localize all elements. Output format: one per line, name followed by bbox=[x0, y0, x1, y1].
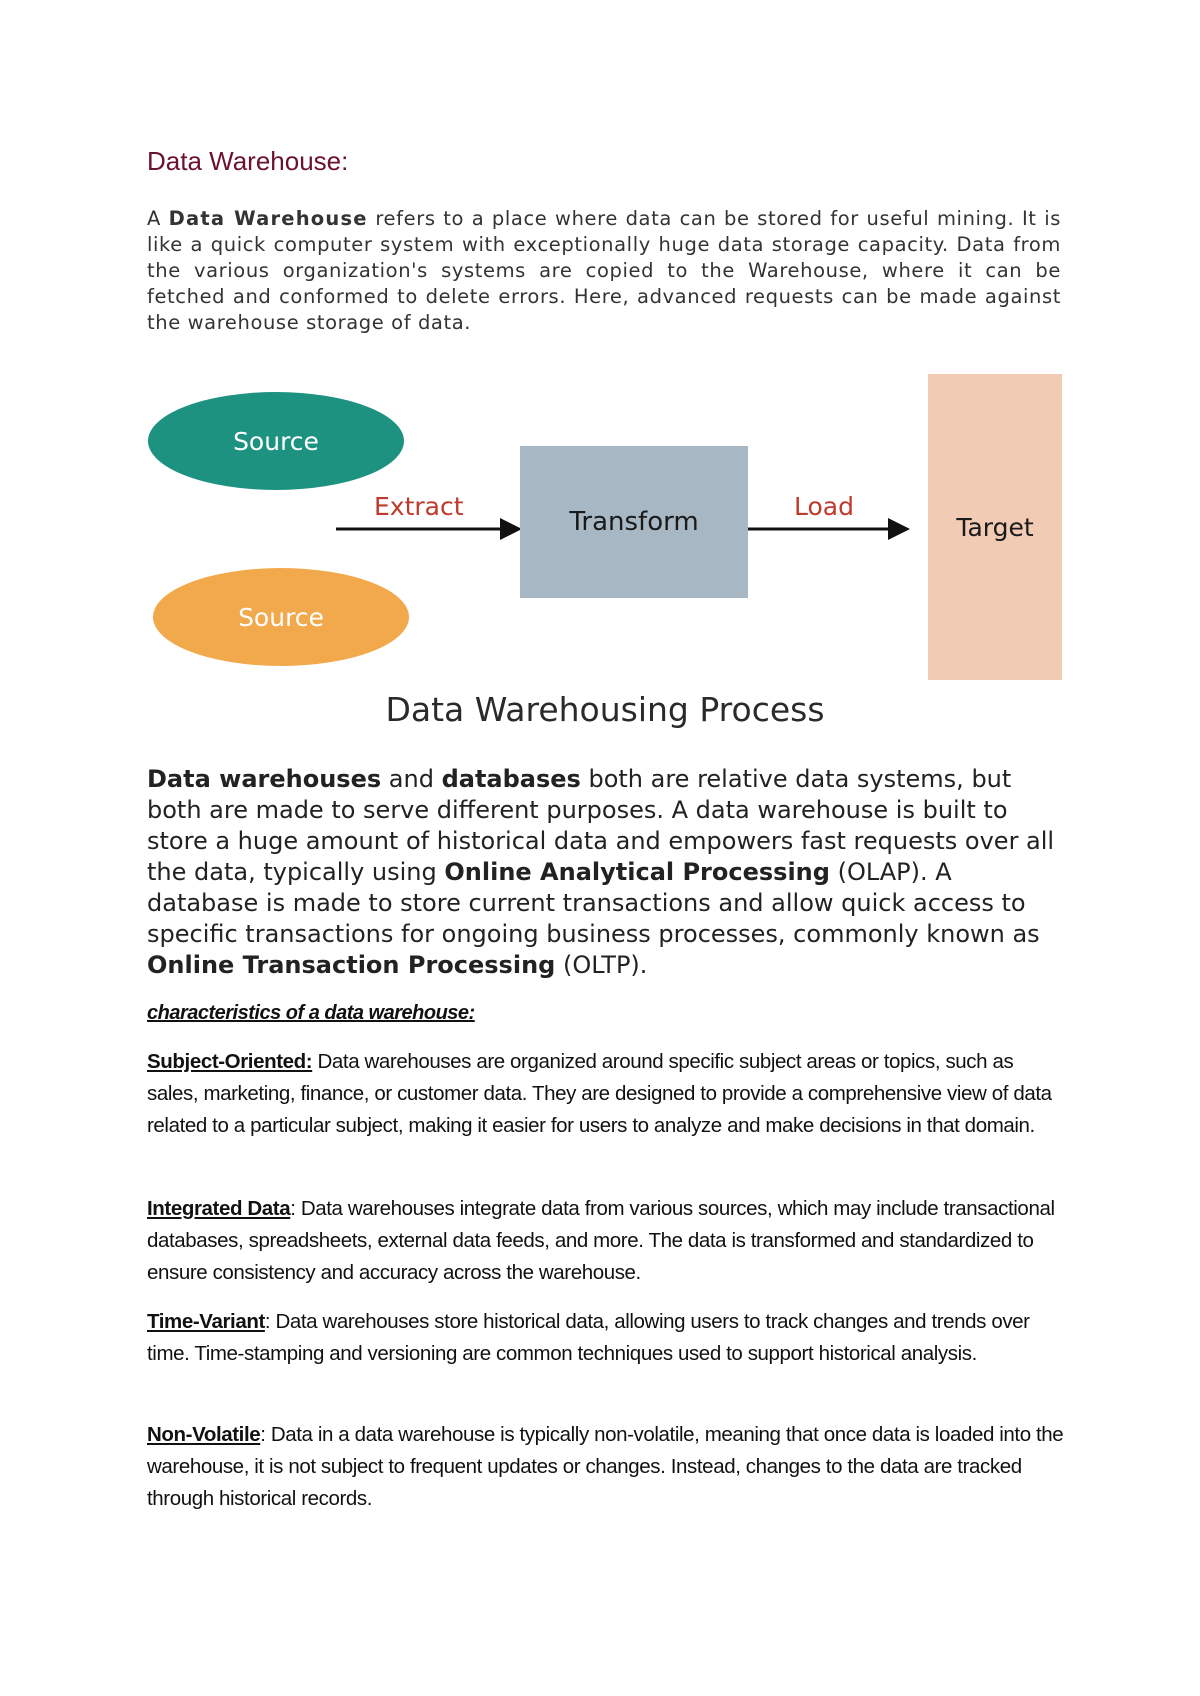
intro-prefix: A bbox=[147, 207, 169, 230]
characteristic-text: Data warehouses are organized around specific subject areas or topics, such as sales, marketing, finance, or customer data. They are designed to provide a comprehensive view of data related to a particular subject, making it easier for users to analyze and make decisions in that domain. bbox=[147, 1050, 1052, 1137]
warehouse-vs-database-paragraph bbox=[147, 764, 1067, 981]
characteristic-item bbox=[147, 1193, 1067, 1289]
transform-box bbox=[520, 446, 748, 598]
characteristic-item bbox=[147, 1306, 1067, 1370]
characteristic-term: Integrated Data bbox=[147, 1197, 291, 1220]
etl-diagram bbox=[140, 368, 1070, 738]
source-bottom-label: Source bbox=[238, 602, 324, 632]
para2-text-4: (OLTP). bbox=[555, 951, 648, 979]
intro-bold-term: Data Warehouse bbox=[168, 207, 368, 230]
intro-paragraph bbox=[147, 206, 1061, 336]
para2-bold-4: Online Transaction Processing bbox=[147, 951, 556, 979]
para2-text-2: both are relative data systems, but both are made to serve different purposes. A data warehouse is built to store a huge amount of historical data and empowers fast requests over all the data, typically using bbox=[147, 765, 1055, 886]
characteristic-item bbox=[147, 1046, 1067, 1142]
target-label: Target bbox=[956, 512, 1034, 542]
characteristic-term: Time-Variant bbox=[147, 1310, 265, 1333]
para2-bold-3: Online Analytical Processing bbox=[444, 858, 830, 886]
target-box bbox=[928, 374, 1062, 680]
characteristic-text: : Data warehouses integrate data from various sources, which may include transactional databases, spreadsheets, external data feeds, and more. The data is transformed and standardized to ensure consistency and accuracy across the warehouse. bbox=[147, 1197, 1055, 1284]
characteristic-term: Subject-Oriented: bbox=[147, 1050, 313, 1073]
transform-label: Transform bbox=[569, 507, 699, 537]
para2-text-1: and bbox=[381, 765, 442, 793]
para2-text-3: (OLAP). A database is made to store current transactions and allow quick access to specific transactions for ongoing business processes, commonly known as bbox=[147, 858, 1040, 948]
characteristics-title: characteristics of a data warehouse: bbox=[147, 1002, 475, 1024]
load-label: Load bbox=[794, 492, 854, 521]
characteristic-text: : Data in a data warehouse is typically non-volatile, meaning that once data is loaded into the warehouse, it is not subject to frequent updates or changes. Instead, changes to the data are tracked through historical records. bbox=[147, 1423, 1064, 1510]
source-top-label: Source bbox=[233, 426, 319, 456]
diagram-title: Data Warehousing Process bbox=[385, 690, 825, 729]
characteristic-item bbox=[147, 1419, 1067, 1515]
para2-bold-2: databases bbox=[441, 765, 581, 793]
extract-label: Extract bbox=[374, 492, 464, 521]
para2-bold-1: Data warehouses bbox=[147, 765, 382, 793]
characteristic-term: Non-Volatile bbox=[147, 1423, 261, 1446]
page-heading: Data Warehouse: bbox=[147, 146, 349, 176]
intro-text: refers to a place where data can be stored for useful mining. It is like a quick computer system with exceptionally huge data storage capacity. Data from the various organization's systems are copied to the Warehouse, where it can be fetched and conformed to delete errors. Here, advanced requests can be made against the warehouse storage of data. bbox=[147, 207, 1061, 334]
characteristic-text: : Data warehouses store historical data, allowing users to track changes and trends over time. Time-stamping and versioning are common techniques used to support historical analysis. bbox=[147, 1310, 1030, 1365]
extract-arrow-icon bbox=[336, 518, 522, 540]
